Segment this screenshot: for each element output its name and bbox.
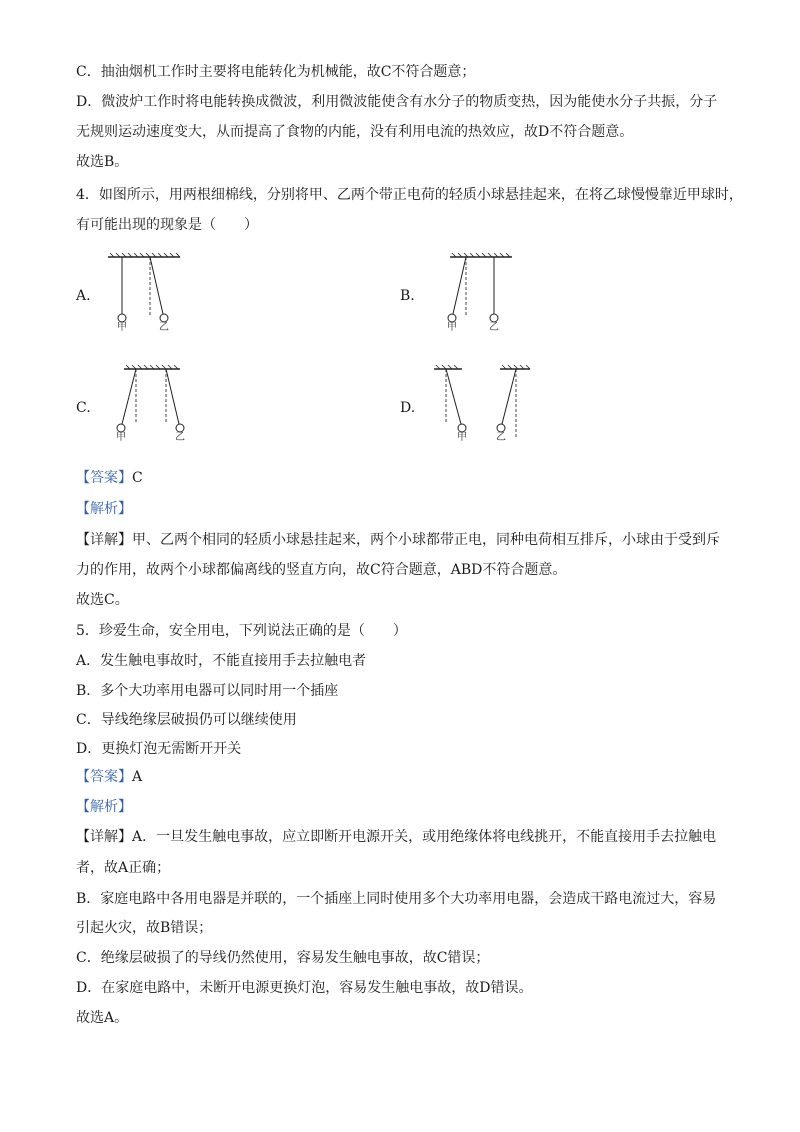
- ceiling-support-left: [434, 365, 462, 369]
- ceiling-support: [124, 365, 180, 369]
- detail-tag: 【详解】: [76, 829, 132, 845]
- answer-tag: 【答案】: [76, 470, 132, 486]
- string-yi: [166, 369, 179, 424]
- option-b-label: B.: [400, 288, 415, 304]
- ball-jia: [458, 424, 466, 432]
- ball-label-jia: 甲: [457, 432, 467, 443]
- answer-value: C: [132, 470, 143, 486]
- detail-5-line-3: B．家庭电路中各用电器是并联的，一个插座上同时使用多个大功率用电器，会造成干路电流过大，容易: [76, 891, 717, 907]
- detail-5-line-6: D．在家庭电路中，未断开电源更换灯泡，容易发生触电事故，故D错误。: [76, 980, 533, 996]
- string-yi: [502, 369, 516, 424]
- detail-5-line-4: 引起火灾，故B错误；: [76, 920, 213, 936]
- ball-yi: [176, 424, 184, 432]
- analysis-4: [76, 499, 132, 519]
- ball-jia: [118, 314, 126, 322]
- detail-4-line-1: [76, 530, 720, 550]
- ball-yi: [490, 314, 498, 322]
- ball-label-jia: 甲: [117, 322, 127, 333]
- string-jia: [446, 369, 461, 424]
- detail-5-line-5: C．绝缘层破损了的导线仍然使用，容易发生触电事故，故C错误；: [76, 950, 490, 966]
- ball-yi: [497, 424, 505, 432]
- option-c-label: C.: [76, 400, 91, 416]
- answer-tag: 【答案】: [76, 769, 132, 785]
- conclusion-5: 故选A。: [76, 1010, 129, 1026]
- question-5-option-c: C．导线绝缘层破损仍可以继续使用: [76, 712, 297, 728]
- ceiling-support-right: [500, 365, 530, 369]
- detail-text: 甲、乙两个相同的轻质小球悬挂起来，两个小球都带正电，同种电荷相互排斥，小球由于受到斥: [132, 532, 720, 548]
- analysis-tag: 【解析】: [76, 501, 132, 517]
- text-line: C．抽油烟机工作时主要将电能转化为机械能，故C不符合题意；: [76, 64, 476, 80]
- option-b-figure: [436, 250, 526, 335]
- answer-value: A: [132, 769, 143, 785]
- ball-jia: [448, 314, 456, 322]
- string-jia: [122, 369, 136, 424]
- ball-label-yi: 乙: [175, 432, 185, 443]
- ball-label-jia: 甲: [116, 432, 126, 443]
- question-4-stem-cont: 有可能出现的现象是（ ）: [76, 217, 258, 233]
- conclusion-4: 故选C。: [76, 592, 129, 608]
- text-line: 无规则运动速度变大，从而提高了食物的内能，没有利用电流的热效应，故D不符合题意。: [76, 124, 634, 140]
- string-yi: [150, 257, 163, 314]
- detail-4-line-2: 力的作用，故两个小球都偏离线的竖直方向，故C符合题意，ABD不符合题意。: [76, 562, 567, 578]
- detail-5-line-2: 者，故A正确；: [76, 860, 171, 876]
- analysis-5: [76, 797, 132, 817]
- detail-text: A．一旦发生触电事故，应立即断开电源开关，或用绝缘体将电线挑开，不能直接用手去拉触电: [132, 829, 717, 845]
- ball-label-jia: 甲: [447, 322, 457, 333]
- text-line: D．微波炉工作时将电能转换成微波，利用微波能使含有水分子的物质变热，因为能使水分子共振，分子: [76, 94, 718, 110]
- ball-label-yi: 乙: [489, 322, 499, 333]
- answer-4: [76, 468, 143, 488]
- ball-yi: [160, 314, 168, 322]
- question-5-option-b: B．多个大功率用电器可以同时用一个插座: [76, 683, 339, 699]
- question-5-stem: 5．珍爱生命，安全用电，下列说法正确的是（ ）: [76, 623, 407, 639]
- ball-jia: [117, 424, 125, 432]
- detail-tag: 【详解】: [76, 532, 132, 548]
- option-d-figure: [430, 362, 540, 447]
- ball-label-yi: 乙: [496, 432, 506, 443]
- detail-5-line-1: [76, 827, 716, 847]
- option-d-label: D.: [400, 400, 416, 416]
- option-c-figure: [108, 362, 198, 447]
- answer-5: [76, 767, 142, 787]
- analysis-tag: 【解析】: [76, 799, 132, 815]
- question-5-option-a: A．发生触电事故时，不能直接用手去拉触电者: [76, 653, 367, 669]
- text-line: 故选B。: [76, 154, 129, 170]
- question-4-stem: 4．如图所示，用两根细棉线，分别将甲、乙两个带正电荷的轻质小球悬挂起来，在将乙球慢慢靠近甲球时，: [76, 187, 743, 203]
- ball-label-yi: 乙: [159, 322, 169, 333]
- option-a-figure: [100, 250, 190, 335]
- ceiling-support: [450, 253, 512, 257]
- string-jia: [453, 257, 466, 314]
- question-5-option-d: D．更换灯泡无需断开开关: [76, 741, 242, 757]
- option-a-label: A.: [76, 288, 91, 304]
- ceiling-support: [108, 253, 180, 257]
